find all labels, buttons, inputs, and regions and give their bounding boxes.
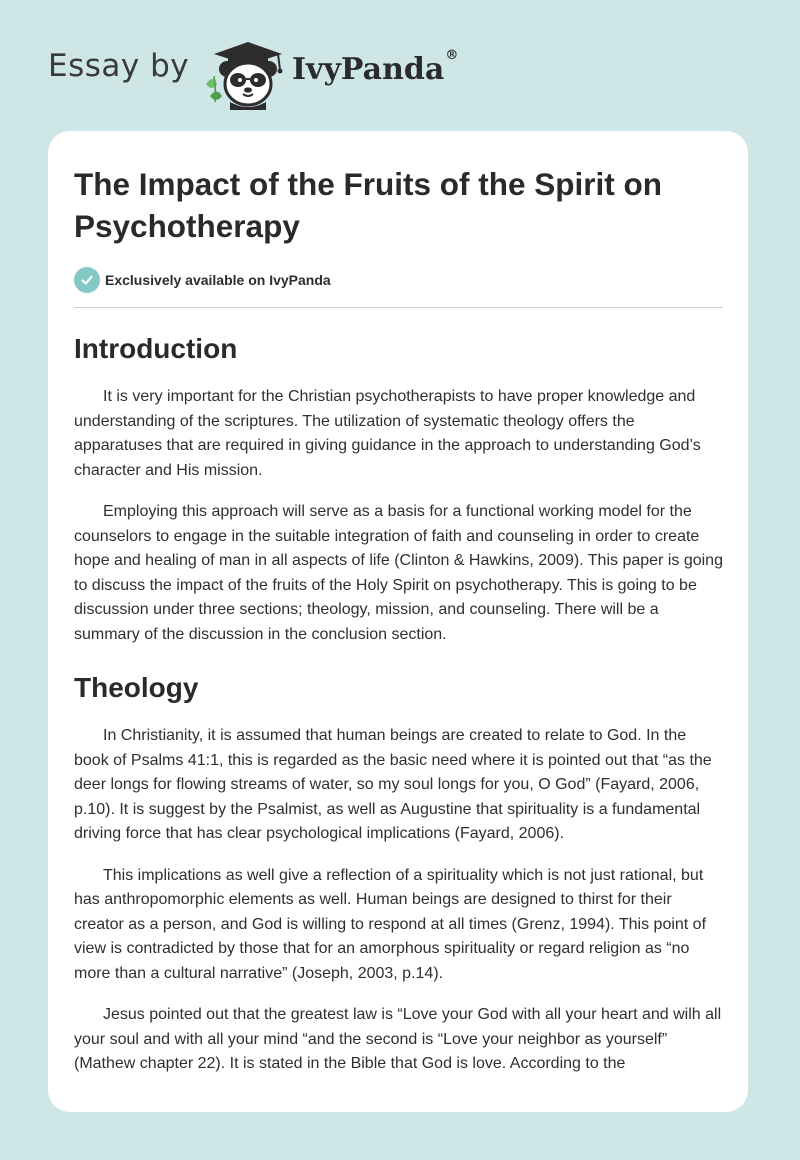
- paragraph: This implications as well give a reflection of a spirituality which is not just rational, but has anthropomorphic elements as well. Human beings are designed to thirst for their creator as a person, and God is willing to respond at all times (Grenz, 1994). This point of view is contradicted by those that for an amorphous spirituality or regard religion as “no more than a cultural narrative” (Joseph, 2003, p.14).: [74, 866, 707, 982]
- brand-name[interactable]: [292, 48, 459, 87]
- title-divider: [74, 307, 723, 308]
- paragraph: Jesus pointed out that the greatest law is “Love your God with all your heart and wilh all your soul and with all your mind “and the second is “Love your neighbor as yourself” (Mathew chapter 22). It is stated in the Bible that God is love. According to the: [74, 1006, 722, 1072]
- section-heading-theology: Theology: [74, 672, 199, 703]
- exclusive-badge: [74, 267, 723, 293]
- section-heading-introduction: Introduction: [74, 333, 238, 364]
- site-header: [0, 0, 800, 130]
- paragraph: Employing this approach will serve as a basis for a functional working model for the counselors to engage in the suitable integration of faith and counseling in order to create hope and healing of man in all aspects of life (Clinton & Hawkins, 2009). This paper is going to discuss the impact of the fruits of the Holy Spirit on psychotherapy. This is going to be discussion under three sections; theology, mission, and counseling. There will be a summary of the discussion in the conclusion section.: [74, 503, 723, 643]
- essay-card: [48, 131, 748, 1112]
- essay-by-label: Essay by: [48, 48, 190, 84]
- checkmark-icon: [80, 273, 94, 287]
- check-circle-icon: [74, 267, 100, 293]
- brand-name-text: IvyPanda: [292, 52, 445, 87]
- essay-title: The Impact of the Fruits of the Spirit on Psychotherapy: [74, 166, 662, 244]
- registered-mark: ®: [445, 48, 459, 63]
- paragraph: In Christianity, it is assumed that human beings are created to relate to God. In the book of Psalms 41:1, this is regarded as the basic need where it is pointed out that “as the deer longs for flowing streams of water, so my soul longs for you, O God” (Fayard, 2006, p.10). It is suggest by the Psalmist, as well as Augustine that spirituality is a fundamental driving force that has clear psychological implications (Fayard, 2006).: [74, 727, 712, 842]
- essay-content: [74, 163, 723, 1077]
- exclusive-badge-label: Exclusively available on IvyPanda: [105, 272, 331, 288]
- panda-graduate-icon[interactable]: [200, 36, 290, 110]
- paragraph: It is very important for the Christian psychotherapists to have proper knowledge and understanding of the scriptures. The utilization of systematic theology offers the apparatuses that are required in giving guidance in the approach to understanding God’s character and His mission.: [74, 388, 701, 479]
